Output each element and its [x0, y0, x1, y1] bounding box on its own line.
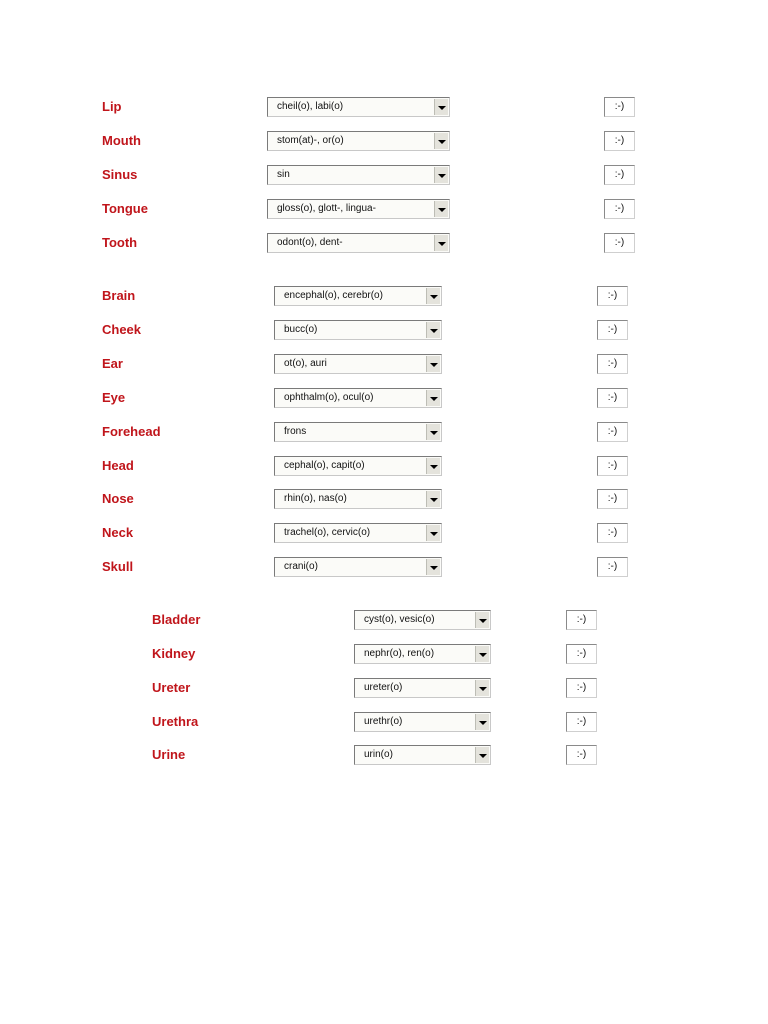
term-row: [0, 422, 768, 444]
term-label: Urethra: [152, 714, 199, 729]
select-value: cephal(o), capit(o): [284, 460, 365, 471]
term-row: [0, 131, 768, 153]
chevron-down-icon[interactable]: [475, 747, 489, 763]
term-label: Mouth: [102, 133, 141, 148]
term-row: [0, 610, 768, 632]
check-answer-button[interactable]: :-): [597, 286, 628, 306]
check-answer-button[interactable]: :-): [597, 320, 628, 340]
answer-select[interactable]: [274, 456, 442, 476]
term-row: [0, 320, 768, 342]
term-row: [0, 523, 768, 545]
answer-select[interactable]: [354, 745, 491, 765]
select-value: cyst(o), vesic(o): [364, 614, 435, 625]
term-label: Sinus: [102, 167, 138, 182]
select-value: nephr(o), ren(o): [364, 648, 435, 659]
select-value: bucc(o): [284, 324, 318, 335]
term-row: [0, 97, 768, 119]
term-row: [0, 745, 768, 767]
term-row: [0, 199, 768, 221]
select-value: gloss(o), glott-, lingua-: [277, 203, 376, 214]
answer-select[interactable]: [354, 610, 491, 630]
term-label: Ear: [102, 356, 123, 371]
term-label: Ureter: [152, 680, 191, 695]
check-answer-button[interactable]: :-): [604, 97, 635, 117]
chevron-down-icon[interactable]: [475, 612, 489, 628]
term-row: [0, 678, 768, 700]
check-answer-button[interactable]: :-): [597, 557, 628, 577]
chevron-down-icon[interactable]: [434, 201, 448, 217]
check-answer-button[interactable]: :-): [566, 678, 597, 698]
term-row: [0, 165, 768, 187]
answer-select[interactable]: [274, 557, 442, 577]
term-row: [0, 712, 768, 734]
select-value: ophthalm(o), ocul(o): [284, 392, 374, 403]
answer-select[interactable]: [354, 678, 491, 698]
chevron-down-icon[interactable]: [426, 458, 440, 474]
check-answer-button[interactable]: :-): [597, 354, 628, 374]
check-answer-button[interactable]: :-): [566, 745, 597, 765]
term-row: [0, 644, 768, 666]
term-label: Kidney: [152, 646, 196, 661]
term-label: Bladder: [152, 612, 201, 627]
check-answer-button[interactable]: :-): [597, 388, 628, 408]
chevron-down-icon[interactable]: [426, 525, 440, 541]
select-value: trachel(o), cervic(o): [284, 527, 371, 538]
chevron-down-icon[interactable]: [426, 356, 440, 372]
select-value: encephal(o), cerebr(o): [284, 290, 383, 301]
select-value: crani(o): [284, 561, 318, 572]
term-row: [0, 557, 768, 579]
select-value: frons: [284, 426, 307, 437]
term-label: Forehead: [102, 424, 161, 439]
check-answer-button[interactable]: :-): [604, 199, 635, 219]
select-value: cheil(o), labi(o): [277, 101, 344, 112]
term-label: Eye: [102, 390, 126, 405]
chevron-down-icon[interactable]: [426, 559, 440, 575]
select-value: sin: [277, 169, 290, 180]
check-answer-button[interactable]: :-): [566, 712, 597, 732]
select-value: ot(o), auri: [284, 358, 327, 369]
answer-select[interactable]: [267, 199, 450, 219]
select-value: ureter(o): [364, 682, 403, 693]
term-label: Lip: [102, 99, 122, 114]
answer-select[interactable]: [354, 644, 491, 664]
check-answer-button[interactable]: :-): [597, 422, 628, 442]
chevron-down-icon[interactable]: [475, 714, 489, 730]
chevron-down-icon[interactable]: [475, 646, 489, 662]
answer-select[interactable]: [267, 233, 450, 253]
chevron-down-icon[interactable]: [426, 288, 440, 304]
term-row: [0, 286, 768, 308]
select-value: urethr(o): [364, 716, 403, 727]
answer-select[interactable]: [267, 97, 450, 117]
chevron-down-icon[interactable]: [434, 133, 448, 149]
term-label: Cheek: [102, 322, 142, 337]
select-value: urin(o): [364, 749, 393, 760]
chevron-down-icon[interactable]: [426, 424, 440, 440]
term-label: Tongue: [102, 201, 148, 216]
check-answer-button[interactable]: :-): [604, 131, 635, 151]
answer-select[interactable]: [274, 354, 442, 374]
check-answer-button[interactable]: :-): [604, 165, 635, 185]
check-answer-button[interactable]: :-): [604, 233, 635, 253]
chevron-down-icon[interactable]: [434, 235, 448, 251]
term-row: [0, 388, 768, 410]
answer-select[interactable]: [274, 523, 442, 543]
check-answer-button[interactable]: :-): [597, 489, 628, 509]
answer-select[interactable]: [274, 388, 442, 408]
term-row: [0, 456, 768, 478]
term-row: [0, 489, 768, 511]
check-answer-button[interactable]: :-): [566, 644, 597, 664]
select-value: rhin(o), nas(o): [284, 493, 347, 504]
chevron-down-icon[interactable]: [426, 390, 440, 406]
answer-select[interactable]: [274, 489, 442, 509]
select-value: stom(at)-, or(o): [277, 135, 344, 146]
term-label: Skull: [102, 559, 134, 574]
answer-select[interactable]: [354, 712, 491, 732]
check-answer-button[interactable]: :-): [597, 456, 628, 476]
answer-select[interactable]: [274, 422, 442, 442]
term-label: Tooth: [102, 235, 138, 250]
check-answer-button[interactable]: :-): [597, 523, 628, 543]
answer-select[interactable]: [267, 165, 450, 185]
chevron-down-icon[interactable]: [475, 680, 489, 696]
chevron-down-icon[interactable]: [434, 99, 448, 115]
term-label: Nose: [102, 491, 134, 506]
check-answer-button[interactable]: :-): [566, 610, 597, 630]
chevron-down-icon[interactable]: [426, 322, 440, 338]
chevron-down-icon[interactable]: [434, 167, 448, 183]
term-row: [0, 354, 768, 376]
answer-select[interactable]: [267, 131, 450, 151]
term-label: Neck: [102, 525, 134, 540]
term-label: Head: [102, 458, 134, 473]
term-label: Brain: [102, 288, 136, 303]
term-row: [0, 233, 768, 255]
select-value: odont(o), dent-: [277, 237, 343, 248]
answer-select[interactable]: [274, 286, 442, 306]
term-label: Urine: [152, 747, 186, 762]
chevron-down-icon[interactable]: [426, 491, 440, 507]
answer-select[interactable]: [274, 320, 442, 340]
